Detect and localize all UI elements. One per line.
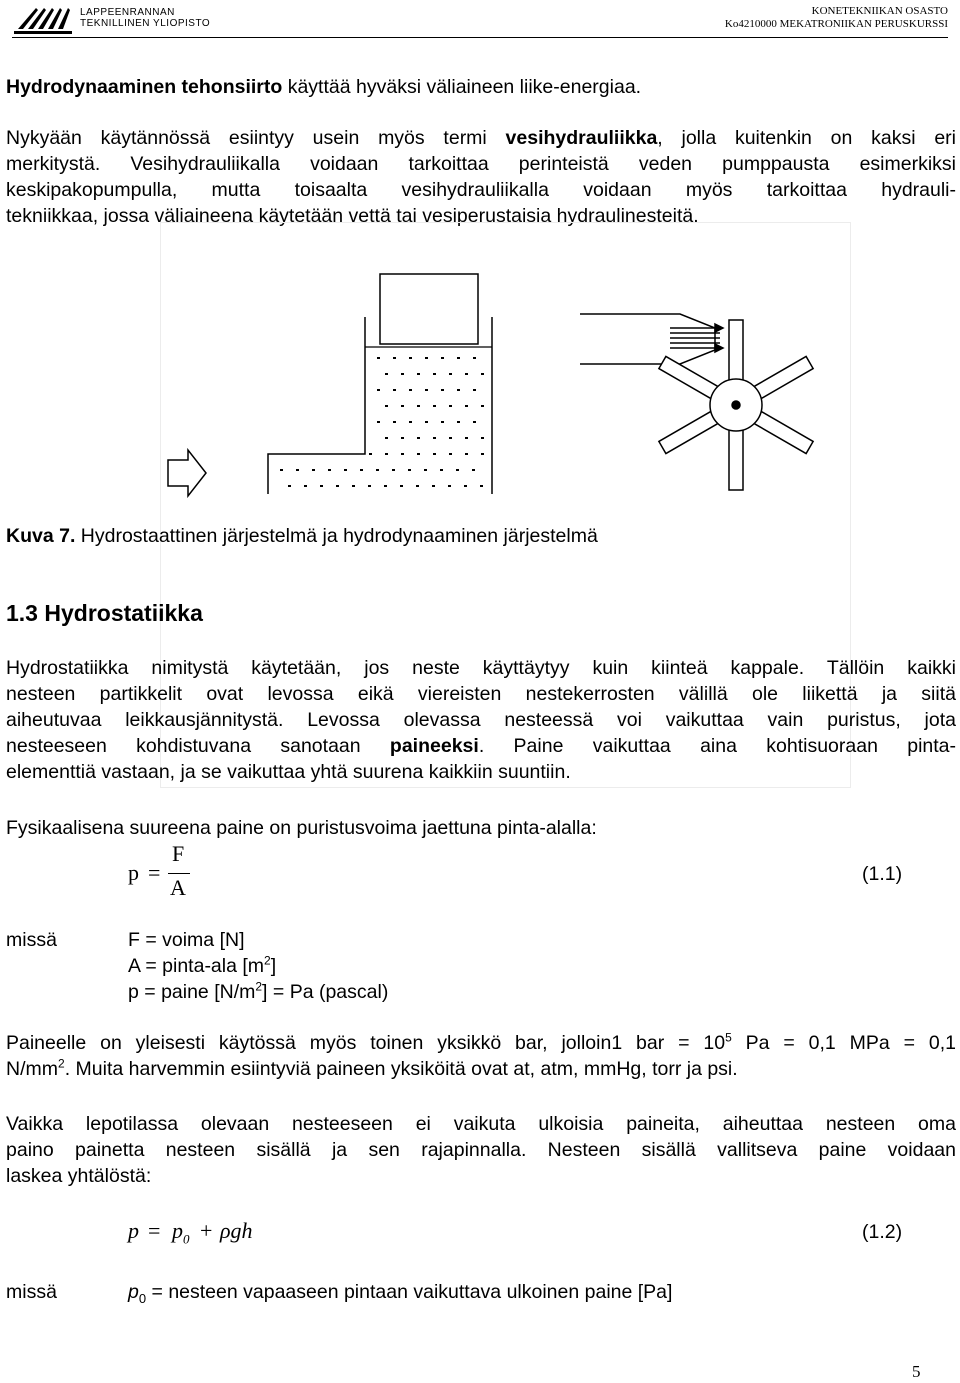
equation-number: (1.1) xyxy=(862,863,903,885)
hydrostatic-hydrodynamic-figure xyxy=(160,222,849,502)
equation-1-1: p = F A (1.1) xyxy=(128,841,903,900)
paragraph-line: elementtiä vastaan, ja se vaikuttaa yhtä suurena kaikkiin suuntiin. xyxy=(6,761,571,783)
paragraph-line: Hydrostatiikka nimitystä käytetään, jos neste käyttäytyy kuin kiinteä kappale. Tällöin kaikki xyxy=(6,657,956,679)
header xyxy=(0,0,960,40)
paragraph-line: nesteeseen kohdistuvana sanotaan paineeksi. Paine vaikuttaa aina kohtisuoraan pinta- xyxy=(6,735,956,757)
university-name: LAPPEENRANNAN TEKNILLINEN YLIOPISTO xyxy=(80,7,211,29)
fluid-dots xyxy=(280,357,484,487)
paragraph-line: aiheutuvaa leikkausjännitystä. Levossa olevassa nesteessä voi vaikuttaa vain puristus, jota xyxy=(6,709,956,731)
section-heading: 1.3 Hydrostatiikka xyxy=(6,600,203,626)
figure-caption: Kuva 7. Hydrostaattinen järjestelmä ja hydrodynaaminen järjestelmä xyxy=(6,525,598,547)
paragraph-line: keskipakopumpulla, mutta toisaalta vesihydrauliikalla voidaan myös tarkoittaa hydrauli- xyxy=(6,179,956,201)
piston xyxy=(380,274,478,344)
variable-definition: $p_0$ = nesteen vapaaseen pintaan vaikuttava ulkoinen paine [Pa] xyxy=(128,1281,673,1306)
paragraph-line: tekniikkaa, jossa väliaineena käytetään vettä tai vesiperustaisia hydraulinesteitä. xyxy=(6,205,699,227)
units-paragraph xyxy=(6,1030,956,1082)
where-label: missä xyxy=(6,929,57,951)
turbine-wheel xyxy=(659,320,813,490)
equation-1-2: p = $p_0$ + ρgh (1.2) xyxy=(128,1218,903,1247)
paragraph-line: paino painetta nesteen sisällä ja sen rajapinnalla. Nesteen sisällä vallitseva paine voidaan xyxy=(6,1139,956,1161)
force-arrow-icon xyxy=(168,450,206,496)
intro-line: Hydrodynaaminen tehonsiirto käyttää hyväksi väliaineen liike-energiaa. xyxy=(6,76,642,98)
hydrostatics-paragraph xyxy=(6,655,956,785)
page-number: 5 xyxy=(912,1362,921,1381)
paragraph-line: Vaikka lepotilassa olevaan nesteeseen ei vaikuta ulkoisia paineita, aiheuttaa nesteen oma xyxy=(6,1113,956,1135)
where-label: missä xyxy=(6,1281,57,1303)
course-info: KONETEKNIIKAN OSASTO Ko4210000 MEKATRONIIKAN PERUSKURSSI xyxy=(724,5,948,30)
paragraph-line: nesteen partikkelit ovat levossa eikä viereisten nestekerrosten välillä ole liikettä ja siitä xyxy=(6,683,956,705)
paragraph-line: Paineelle on yleisesti käytössä myös toinen yksikkö bar, jolloin1 bar = $10^5$ Pa = 0,1 MPa = 0,1 xyxy=(6,1030,956,1054)
paragraph-line: $N/mm^2$. Muita harvemmin esiintyviä paineen yksiköitä ovat at, atm, mmHg, torr ja psi. xyxy=(6,1056,738,1080)
paragraph-line: laskea yhtälöstä: xyxy=(6,1165,152,1187)
header-rule xyxy=(12,37,948,38)
intro-paragraph xyxy=(6,125,956,229)
equation-number: (1.2) xyxy=(862,1221,903,1243)
variable-definitions: F = voima [N] A = pinta-ala $[m^2]$ p = paine $[N/m^2] = Pa$ (pascal) xyxy=(128,929,389,1003)
gravity-paragraph xyxy=(6,1111,956,1189)
bold-term: Hydrodynaaminen tehonsiirto xyxy=(6,76,283,98)
nozzle xyxy=(580,314,715,364)
university-logo-icon xyxy=(14,5,72,35)
pressure-definition-text: Fysikaalisena suureena paine on puristusvoima jaettuna pinta-alalla: xyxy=(6,817,597,839)
jet-lines xyxy=(670,324,723,352)
fraction-bar xyxy=(168,873,190,874)
paragraph-line: Nykyään käytännössä esiintyy usein myös termi vesihydrauliikka, jolla kuitenkin on kaksi eri xyxy=(6,127,956,149)
tank-wall xyxy=(268,317,365,494)
paragraph-line: merkitystä. Vesihydrauliikalla voidaan tarkoittaa perinteistä veden pumppausta esimerkiksi xyxy=(6,153,956,175)
